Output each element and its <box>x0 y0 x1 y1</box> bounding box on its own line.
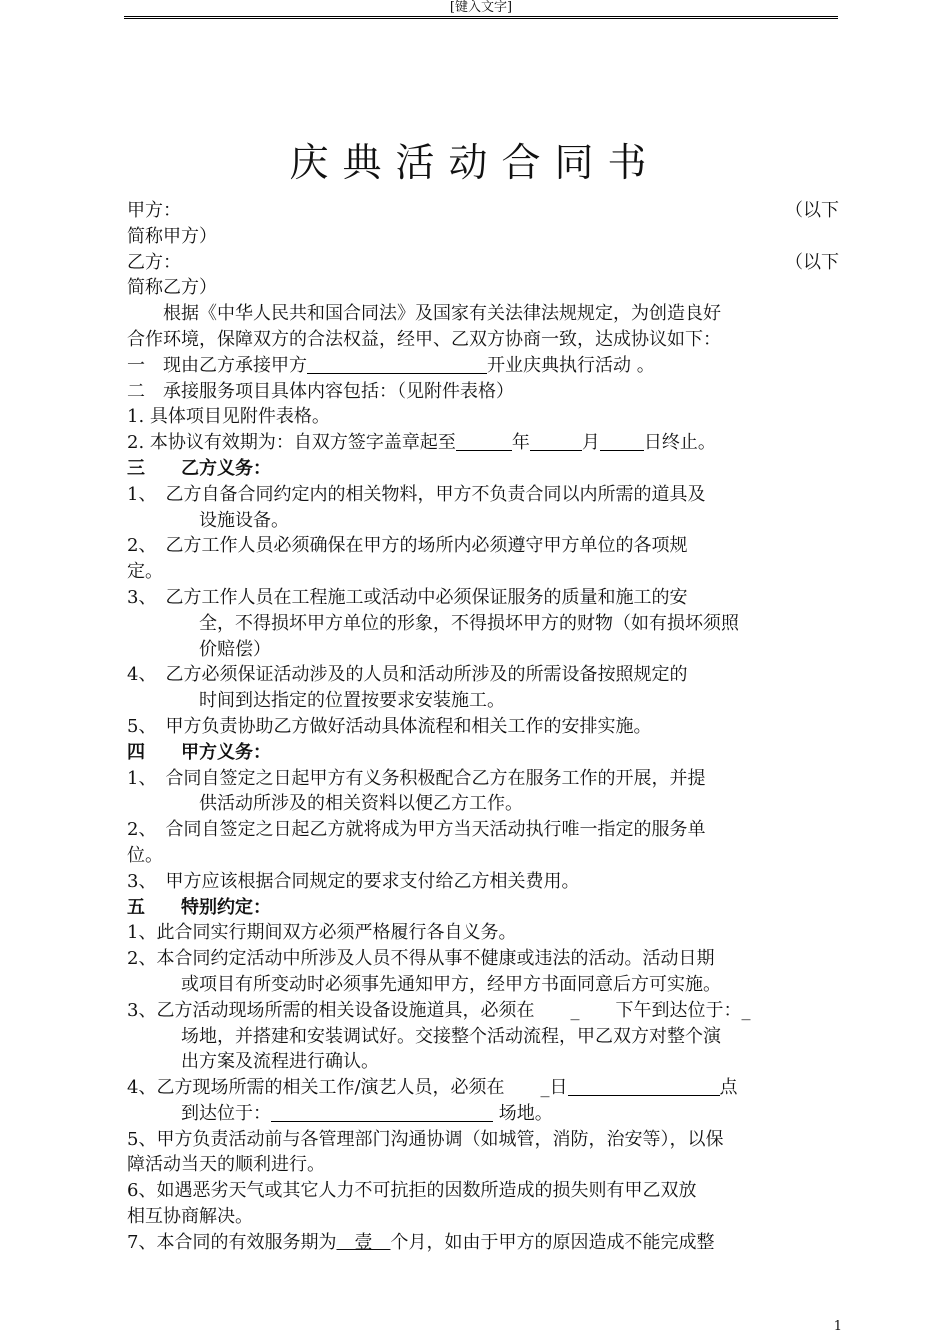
section-3-item-1b: 设施设备。 <box>127 509 289 531</box>
party-b-label: 乙方： <box>127 251 181 273</box>
blank-field <box>307 355 487 374</box>
intro-line-2: 合作环境，保障双方的合法权益，经甲、乙双方协商一致，达成协议如下： <box>127 328 721 350</box>
section-5-item-2a: 2、本合同约定活动中所涉及人员不得从事不健康或违法的活动。活动日期 <box>127 948 715 970</box>
location-label: 到达位于： <box>127 1102 271 1124</box>
section-3-item-5: 5、 甲方负责协助乙方做好活动具体流程和相关工作的安排实施。 <box>127 715 652 737</box>
service-period-text: 7、本合同的有效服务期为 <box>127 1231 337 1253</box>
section-3-item-2b: 定。 <box>127 561 163 583</box>
section-5-item-1: 1、此合同实行期间双方必须严格履行各自义务。 <box>127 922 517 944</box>
blank-field <box>271 1103 493 1122</box>
section-5-item-7 <box>127 1230 839 1256</box>
section-4-item-1b: 供活动所涉及的相关资料以便乙方工作。 <box>127 793 523 815</box>
section-5-item-6b: 相互协商解决。 <box>127 1206 253 1228</box>
header-rule <box>124 18 838 19</box>
section-1-text-a: 一 现由乙方承接甲方 <box>127 354 307 376</box>
venue-label: 场地。 <box>493 1102 553 1124</box>
party-b-suffix: （以下 <box>785 251 839 273</box>
intro-line-1: 根据《中华人民共和国合同法》及国家有关法律法规规定，为创造良好 <box>127 303 721 325</box>
section-5-item-4b <box>127 1101 839 1127</box>
section-3-item-2a: 2、 乙方工作人员必须确保在甲方的场所内必须遵守甲方单位的各项规 <box>127 535 688 557</box>
section-4-item-1a: 1、 合同自签定之日起甲方有义务积极配合乙方在服务工作的开展，并提 <box>127 767 706 789</box>
party-b-line <box>127 250 839 276</box>
service-period-value: 壹 <box>336 1231 391 1253</box>
month-label: 月 <box>581 432 600 454</box>
section-5-item-4a <box>127 1075 839 1101</box>
section-2-item-2 <box>127 430 839 456</box>
section-5-item-3c: 出方案及流程进行确认。 <box>127 1051 379 1073</box>
page-header: [键入文字] <box>124 0 838 17</box>
service-period-cont: 个月，如由于甲方的原因造成不能完成整 <box>390 1231 715 1253</box>
section-5-item-5a: 5、甲方负责活动前与各管理部门沟通协调（如城管，消防，治安等），以保 <box>127 1128 724 1150</box>
section-1 <box>127 353 839 379</box>
hour-label: 点 <box>719 1077 738 1099</box>
section-2-heading: 二 承接服务项目具体内容包括：（见附件表格） <box>127 380 514 402</box>
page-number: 1 <box>833 1319 842 1334</box>
section-1-text-b: 开业庆典执行活动 。 <box>487 354 655 376</box>
section-3-item-1a: 1、 乙方自备合同约定内的相关物料，甲方不负责合同以内所需的道具及 <box>127 483 706 505</box>
section-2-item-1: 1. 具体项目见附件表格。 <box>127 406 330 428</box>
section-5-item-3a: 3、乙方活动现场所需的相关设备设施道具，必须在 _ 下午到达位于：_ <box>127 999 751 1021</box>
section-3-item-3b: 全，不得损坏甲方单位的形象，不得损坏甲方的财物（如有损坏须照 <box>127 612 739 634</box>
section-4-item-2a: 2、 合同自签定之日起乙方就将成为甲方当天活动执行唯一指定的服务单 <box>127 819 706 841</box>
section-5-heading: 五 特别约定： <box>127 896 271 918</box>
section-3-item-4b: 时间到达指定的位置按要求安装施工。 <box>127 690 505 712</box>
blank-field <box>530 432 582 451</box>
party-a-line <box>127 198 839 224</box>
section-3-item-3a: 3、 乙方工作人员在工程施工或活动中必须保证服务的质量和施工的安 <box>127 586 688 608</box>
day-label: 日终止。 <box>643 432 716 454</box>
blank-field <box>456 432 512 451</box>
section-5-item-2b: 或项目有所变动时必须事先通知甲方，经甲方书面同意后方可实施。 <box>127 973 721 995</box>
section-5-item-3b: 场地，并搭建和安装调试好。交接整个活动流程，甲乙双方对整个演 <box>127 1025 721 1047</box>
section-3-item-4a: 4、 乙方必须保证活动涉及的人员和活动所涉及的所需设备按照规定的 <box>127 664 688 686</box>
party-a-cont: 简称甲方） <box>127 225 217 247</box>
party-b-cont: 简称乙方） <box>127 277 217 299</box>
section-5-item-6a: 6、如遇恶劣天气或其它人力不可抗拒的因数所造成的损失则有甲乙双放 <box>127 1180 697 1202</box>
section-4-item-2b: 位。 <box>127 844 163 866</box>
section-4-heading: 四 甲方义务： <box>127 741 271 763</box>
validity-text: 2. 本协议有效期为：自双方签字盖章起至 <box>127 432 456 454</box>
year-label: 年 <box>511 432 530 454</box>
contract-body <box>127 198 839 1256</box>
section-4-item-3: 3、 甲方应该根据合同规定的要求支付给乙方相关费用。 <box>127 870 580 892</box>
party-a-label: 甲方： <box>127 200 181 221</box>
document-title: 庆典活动合同书 <box>289 141 661 186</box>
section-5-item-5b: 障活动当天的顺利进行。 <box>127 1154 325 1176</box>
section-3-item-3c: 价赔偿） <box>127 638 271 660</box>
staff-arrival-text: 4、乙方现场所需的相关工作/演艺人员，必须在 _日 <box>127 1077 568 1099</box>
party-a-suffix: （以下 <box>785 200 839 221</box>
blank-field <box>600 432 644 451</box>
section-3-heading: 三 乙方义务： <box>127 457 271 479</box>
blank-field <box>568 1077 720 1096</box>
